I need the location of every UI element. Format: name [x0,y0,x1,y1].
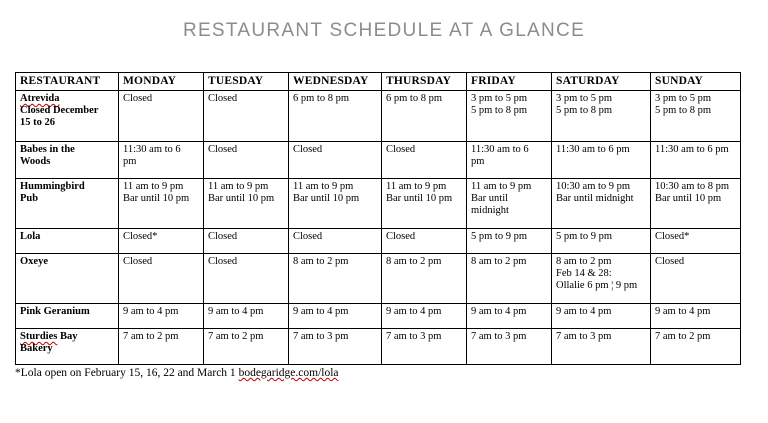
name-line: Atrevida [20,93,60,104]
name-line: Babes in the [20,144,75,155]
header-monday: MONDAY [119,73,204,91]
hours-cell [651,329,741,365]
hours-line: 8 am to 2 pm [386,256,442,267]
hours-cell [289,254,382,304]
restaurant-name [16,142,119,179]
header-wednesday: WEDNESDAY [289,73,382,91]
hours-cell [289,304,382,329]
hours-line: Bar until 10 pm [655,193,722,204]
hours-line: Closed* [123,231,158,242]
restaurant-name [16,254,119,304]
restaurant-name [16,91,119,142]
hours-line: 8 am to 2 pm [556,256,612,267]
hours-line: 3 pm to 5 pm [471,93,528,104]
hours-cell [467,304,552,329]
hours-line: 11 am to 9 pm [123,181,184,192]
hours-line: 10:30 am to 8 pm [655,181,730,192]
hours-cell [289,91,382,142]
name-line: Lola [20,231,41,242]
hours-line: 7 am to 3 pm [293,331,349,342]
hours-line: 5 pm to 8 pm [556,105,613,116]
header-friday: FRIDAY [467,73,552,91]
hours-cell [204,91,289,142]
hours-cell [552,304,651,329]
hours-line: Closed [293,231,323,242]
hours-line: 5 pm to 9 pm [556,231,613,242]
hours-line: pm [471,156,485,167]
hours-line: 11 am to 9 pm [386,181,447,192]
name-line: Woods [20,156,51,167]
hours-cell [289,179,382,229]
hours-line: 11 am to 9 pm [208,181,269,192]
hours-cell [204,229,289,254]
header-sunday: SUNDAY [651,73,741,91]
header-saturday: SATURDAY [552,73,651,91]
table-row [16,91,741,142]
hours-line: 9 am to 4 pm [123,306,179,317]
hours-cell [467,91,552,142]
hours-line: 7 am to 2 pm [655,331,711,342]
hours-line: 3 pm to 5 pm [655,93,712,104]
hours-cell [204,304,289,329]
restaurant-name [16,304,119,329]
hours-line: 11 am to 9 pm [293,181,354,192]
hours-cell [204,142,289,179]
hours-cell [289,229,382,254]
hours-line: Closed [655,256,685,267]
hours-line: 5 pm to 8 pm [471,105,528,116]
hours-cell [467,179,552,229]
header-restaurant: RESTAURANT [16,73,119,91]
hours-cell [467,142,552,179]
hours-cell [289,329,382,365]
hours-line: 11:30 am to 6 pm [556,144,630,155]
hours-line: 6 pm to 8 pm [386,93,443,104]
hours-cell [651,254,741,304]
hours-line: 6 pm to 8 pm [293,93,350,104]
hours-cell [382,304,467,329]
hours-line: Bar until midnight [556,193,634,204]
hours-cell [382,329,467,365]
hours-line: Ollalie 6 pm ¦ 9 pm [556,280,638,291]
hours-line: 11:30 am to 6 [123,144,181,155]
table-row [16,254,741,304]
hours-line: Closed [123,256,153,267]
hours-cell [119,329,204,365]
hours-line: Closed [208,144,238,155]
restaurant-name [16,229,119,254]
hours-line: midnight [471,205,509,216]
name-line: Pub [20,193,39,204]
schedule-table [15,72,741,365]
hours-cell [552,254,651,304]
name-line: Hummingbird [20,181,85,192]
hours-line: 5 pm to 9 pm [471,231,528,242]
hours-cell [119,142,204,179]
name-line: Bakery [20,343,53,354]
name-line: Pink Geranium [20,306,90,317]
table-row [16,229,741,254]
name-line: Sturdies Bay [20,331,78,342]
hours-cell [119,179,204,229]
hours-cell [467,229,552,254]
hours-line: Bar until 10 pm [123,193,190,204]
hours-cell [382,91,467,142]
hours-line: 9 am to 4 pm [556,306,612,317]
hours-cell [382,142,467,179]
hours-line: Closed [208,231,238,242]
hours-line: 7 am to 2 pm [208,331,264,342]
name-line: Closed December [20,105,99,116]
hours-cell [651,91,741,142]
restaurant-name [16,179,119,229]
hours-cell [552,329,651,365]
hours-line: pm [123,156,137,167]
hours-line: 9 am to 4 pm [293,306,349,317]
hours-line: 9 am to 4 pm [471,306,527,317]
hours-line: 11 am to 9 pm [471,181,532,192]
hours-line: 3 pm to 5 pm [556,93,613,104]
hours-cell [467,329,552,365]
name-line: Oxeye [20,256,48,267]
hours-line: 7 am to 3 pm [556,331,612,342]
hours-cell [204,254,289,304]
hours-cell [204,329,289,365]
hours-cell [119,304,204,329]
hours-cell [651,304,741,329]
hours-cell [552,179,651,229]
hours-line: 8 am to 2 pm [471,256,527,267]
hours-line: Closed [386,144,416,155]
hours-line: Closed [208,93,238,104]
table-row [16,142,741,179]
hours-cell [382,229,467,254]
hours-cell [382,179,467,229]
page-title: RESTAURANT SCHEDULE AT A GLANCE [182,20,586,41]
hours-cell [552,142,651,179]
hours-cell [467,254,552,304]
table-row [16,304,741,329]
hours-line: 9 am to 4 pm [386,306,442,317]
hours-cell [204,179,289,229]
hours-line: 7 am to 2 pm [123,331,179,342]
hours-line: Closed [386,231,416,242]
hours-line: 11:30 am to 6 [471,144,529,155]
name-line: 15 to 26 [20,117,55,128]
hours-cell [651,142,741,179]
hours-line: Bar until [471,193,509,204]
footnote [15,367,339,379]
hours-cell [289,142,382,179]
hours-line: Bar until 10 pm [208,193,275,204]
footnote-link[interactable]: bodegaridge.com/lola [238,367,339,379]
hours-cell [119,254,204,304]
header-thursday: THURSDAY [382,73,467,91]
hours-cell [651,179,741,229]
hours-line: Closed* [655,231,690,242]
hours-line: Bar until 10 pm [293,193,360,204]
hours-cell [119,229,204,254]
hours-line: 10:30 am to 9 pm [556,181,631,192]
header-tuesday: TUESDAY [204,73,289,91]
name-word: Sturdies [20,331,58,342]
hours-cell [552,229,651,254]
hours-line: Closed [123,93,153,104]
hours-cell [552,91,651,142]
hours-line: 5 pm to 8 pm [655,105,712,116]
hours-line: 7 am to 3 pm [471,331,527,342]
table-row [16,179,741,229]
hours-cell [651,229,741,254]
hours-line: 9 am to 4 pm [655,306,711,317]
hours-cell [119,91,204,142]
hours-line: 11:30 am to 6 pm [655,144,729,155]
hours-line: 8 am to 2 pm [293,256,349,267]
hours-line: Bar until 10 pm [386,193,453,204]
hours-line: Feb 14 & 28: [556,268,612,279]
footnote-text: *Lola open on February 15, 16, 22 and March 1 [15,367,239,379]
restaurant-name [16,329,119,365]
header-row [16,73,741,91]
hours-cell [382,254,467,304]
hours-line: Closed [293,144,323,155]
hours-line: Closed [208,256,238,267]
hours-line: 9 am to 4 pm [208,306,264,317]
hours-line: 7 am to 3 pm [386,331,442,342]
table-row [16,329,741,365]
